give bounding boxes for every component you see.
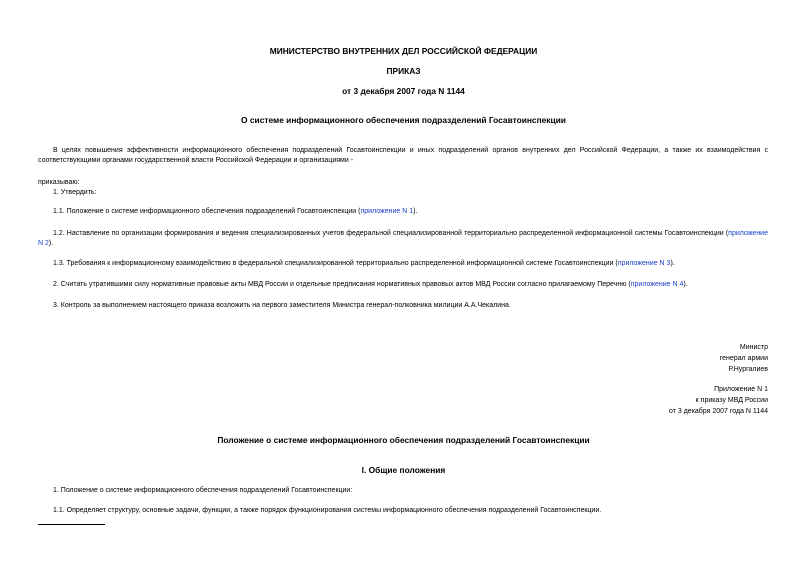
appendix-1-link[interactable]: приложение N 1 (360, 208, 414, 215)
footnote-divider (38, 524, 105, 525)
appendix-ref-line-1: Приложение N 1 (714, 386, 768, 393)
appendix-3-link[interactable]: приложение N 3 (617, 260, 671, 267)
ministry-heading: МИНИСТЕРСТВО ВНУТРЕННИХ ДЕЛ РОССИЙСКОЙ ФЕДЕРАЦИИ (269, 46, 538, 56)
order-word: приказываю: (38, 179, 80, 186)
appendix-paragraph-1-1: 1.1. Определяет структуру, основные задачи, функции, а также порядок функционирования системы информационного обеспечения подразделений Госавтоинспекции. (53, 507, 602, 514)
appendix-ref-line-2: к приказу МВД России (695, 397, 768, 404)
date-number-heading: от 3 декабря 2007 года N 1144 (342, 86, 465, 96)
item-3: 3. Контроль за выполнением настоящего приказа возложить на первого заместителя Министра генерал-полковника милиции А.А.Чекалина. (53, 302, 511, 309)
signature-block (720, 342, 768, 375)
appendix-paragraph-1: 1. Положение о системе информационного обеспечения подразделений Госавтоинспекции: (53, 487, 353, 494)
item-1-2-end: ). (48, 239, 54, 247)
item-1-approve: 1. Утвердить: (53, 189, 97, 196)
item-1-3 (53, 259, 675, 269)
signature-title: Министр (739, 344, 768, 351)
item-2 (53, 280, 688, 290)
appendix-ref-line-3: от 3 декабря 2007 года N 1144 (668, 408, 768, 415)
item-1-2 (38, 229, 768, 248)
item-1-3-end: ). (670, 260, 675, 267)
appendix-reference (669, 384, 768, 417)
preamble-paragraph: В целях повышения эффективности информационного обеспечения подразделений Госавтоинспекции и иных подразделений органов внутренних дел Российской Федерации, а также их взаимодействия с соответствующими органами государственной власти Российской Федерации и организациями - (38, 147, 768, 164)
signature-rank: генерал армии (719, 355, 768, 362)
appendix-title: Положение о системе информационного обеспечения подразделений Госавтоинспекции (217, 435, 590, 445)
item-1-1-text: 1.1. Положение о системе информационного обеспечения подразделений Госавтоинспекции ( (53, 208, 361, 215)
signature-name: Р.Нургалиев (728, 366, 768, 373)
appendix-2-link[interactable]: приложение N 2 (38, 230, 768, 247)
item-1-3-text: 1.3. Требования к информационному взаимодействию в федеральной специализированной территориально распределенной информационной системе Госавтоинспекции ( (53, 260, 618, 267)
item-2-end: ). (683, 281, 688, 288)
item-1-1-end: ). (413, 208, 418, 215)
doc-type-heading: ПРИКАЗ (386, 66, 421, 76)
item-2-text: 2. Считать утратившими силу нормативные правовые акты МВД России и отдельные предписания нормативных правовых актов МВД России согласно прилагаемому Перечню ( (53, 281, 631, 288)
item-1-2-text: 1.2. Наставление по организации формирования и ведения специализированных учетов федеральной специализированной территориально распределенной информационной системы Госавтоинспекции ( (53, 230, 729, 237)
section-heading: I. Общие положения (361, 465, 446, 475)
appendix-4-link[interactable]: приложение N 4 (630, 281, 684, 288)
subject-heading: О системе информационного обеспечения подразделений Госавтоинспекции (241, 115, 566, 125)
item-1-1 (53, 207, 417, 217)
